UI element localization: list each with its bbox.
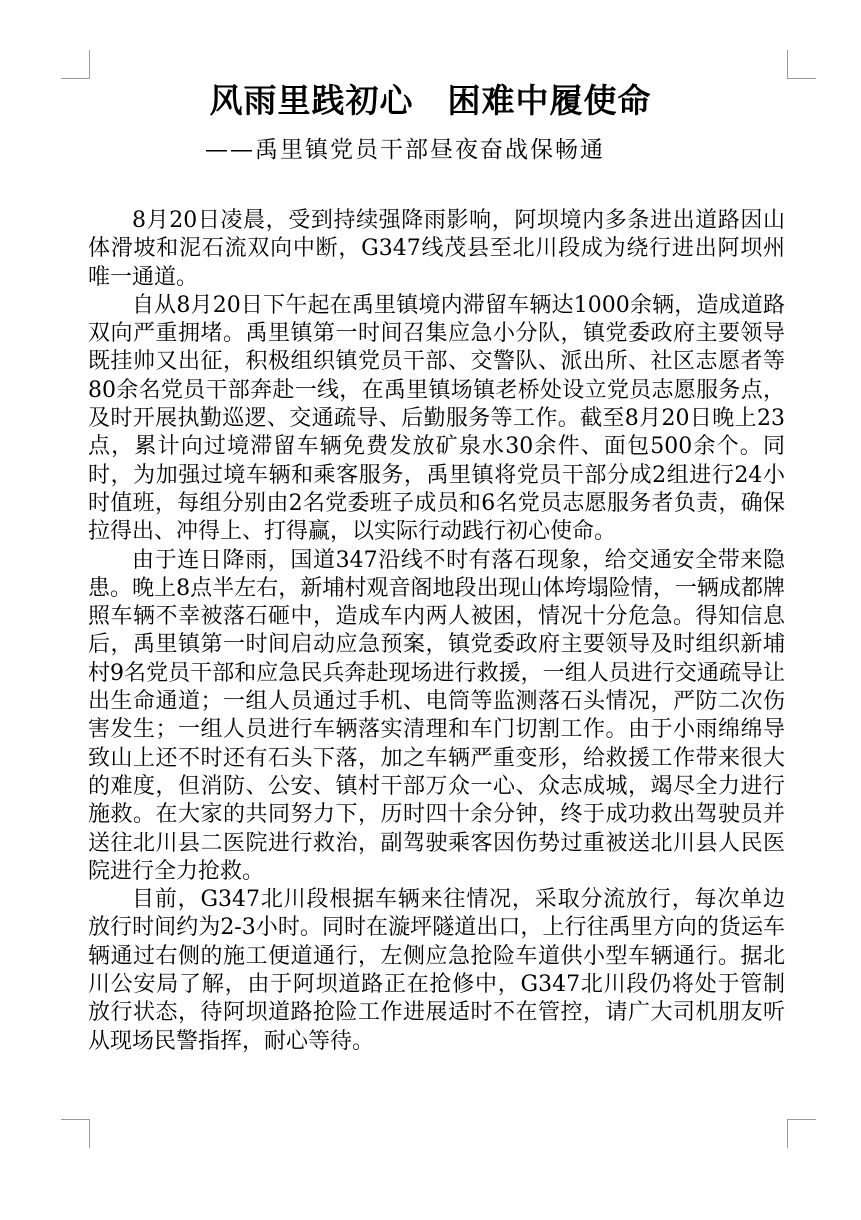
document-subtitle: ——禹里镇党员干部昼夜奋战保畅通 (205, 137, 605, 163)
paragraph-2: 自从8月20日下午起在禹里镇境内滞留车辆达1000余辆，造成道路双向严重拥堵。禹里镇第一时间召集应急小分队，镇党委政府主要领导既挂帅又出征，积极组织镇党员干部、交警队、派出所、社区志愿者等80余名党员干部奔赴一线，在禹里镇场镇老桥处设立党员志愿服务点，及时开展执勤巡逻、交通疏导、后勤服务等工作。截至8月20日晚上23点，累计向过境滞留车辆免费发放矿泉水30余件、面包500余个。同时，为加强过境车辆和乘客服务，禹里镇将党员干部分成2组进行24小时值班，每组分别由2名党委班子成员和6名党员志愿服务者负责，确保拉得出、冲得上、打得赢，以实际行动践行初心使命。 (88, 292, 785, 545)
article-body (88, 207, 785, 1056)
crop-mark-bottom-left (61, 1119, 90, 1148)
crop-mark-bottom-right (787, 1119, 816, 1148)
paragraph-4: 目前，G347北川段根据车辆来往情况，采取分流放行，每次单边放行时间约为2-3小时。同时在漩坪隧道出口，上行往禹里方向的货运车辆通过右侧的施工便道通行，左侧应急抢险车道供小型车辆通行。据北川公安局了解，由于阿坝道路正在抢修中，G347北川段仍将处于管制放行状态，待阿坝道路抢险工作进展适时不在管控，请广大司机朋友听从现场民警指挥，耐心等待。 (88, 887, 785, 1054)
document-title: 风雨里践初心 困难中履使命 (209, 81, 652, 120)
crop-mark-top-left (61, 50, 90, 79)
paragraph-1: 8月20日凌晨，受到持续强降雨影响，阿坝境内多条进出道路因山体滑坡和泥石流双向中断，G347线茂县至北川段成为绕行进出阿坝州唯一通道。 (88, 208, 785, 290)
crop-mark-top-right (787, 50, 816, 79)
paragraph-3: 由于连日降雨，国道347沿线不时有落石现象，给交通安全带来隐患。晚上8点半左右，新埔村观音阁地段出现山体垮塌险情，一辆成都牌照车辆不幸被落石砸中，造成车内两人被困，情况十分危急。得知信息后，禹里镇第一时间启动应急预案，镇党委政府主要领导及时组织新埔村9名党员干部和应急民兵奔赴现场进行救援，一组人员进行交通疏导让出生命通道；一组人员通过手机、电筒等监测落石头情况，严防二次伤害发生；一组人员进行车辆落实清理和车门切割工作。由于小雨绵绵导致山上还不时还有石头下落，加之车辆严重变形，给救援工作带来很大的难度，但消防、公安、镇村干部万众一心、众志成城，竭尽全力进行施救。在大家的共同努力下，历时四十余分钟，终于成功救出驾驶员并送往北川县二医院进行救治，副驾驶乘客因伤势过重被送北川县人民医院进行全力抢救。 (88, 547, 785, 884)
